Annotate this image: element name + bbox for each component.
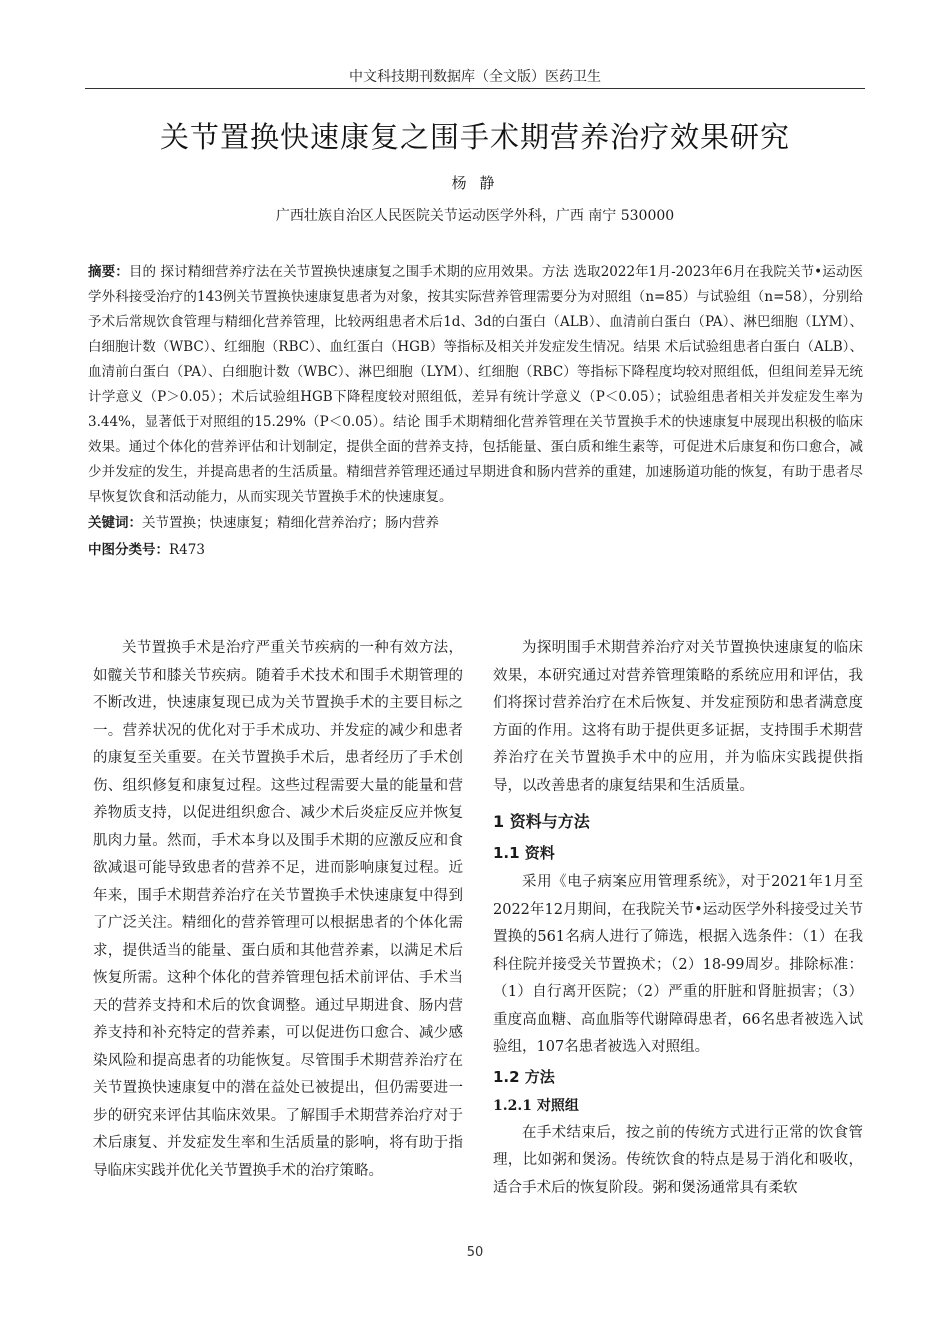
header-divider <box>85 88 865 89</box>
author-affiliation: 广西壮族自治区人民医院关节运动医学外科，广西 南宁 530000 <box>275 208 675 224</box>
intro-paragraph: 关节置换手术是治疗严重关节疾病的一种有效方法，如髋关节和膝关节疾病。随着手术技术和围手术期管理的不断改进，快速康复现已成为关节置换手术的主要目标之一。营养状况的优化对于手术成功、并发症的减少和患者的康复至关重要。在关节置换手术后，患者经历了手术创伤、组织修复和康复过程。这些过程需要大量的能量和营养物质支持，以促进组织愈合、减少术后炎症反应并恢复肌肉力量。然而，手术本身以及围手术期的应激反应和食欲减退可能导致患者的营养不足，进而影响康复过程。近年来，围手术期营养治疗在关节置换手术快速康复中得到了广泛关注。精细化的营养管理可以根据患者的个体化需求，提供适当的能量、蛋白质和其他营养素，以满足术后恢复所需。这种个体化的营养管理包括术前评估、手术当天的营养支持和术后的饮食调整。通过早期进食、肠内营养支持和补充特定的营养素，可以促进伤口愈合、减少感染风险和提高患者的功能恢复。尽管围手术期营养治疗在关节置换快速康复中的潜在益处已被提出，但仍需要进一步的研究来评估其临床效果。了解围手术期营养治疗对于术后康复、并发症发生率和生活质量的影响，将有助于指导临床实践并优化关节置换手术的治疗策略。 <box>93 640 463 1179</box>
study-aim-paragraph: 为探明围手术期营养治疗对关节置换快速康复的临床效果，本研究通过对营养管理策略的系统应用和评估，我们将探讨营养治疗在术后恢复、并发症预防和患者满意度方面的作用。这将有助于提供更多证据，支持围手术期营养治疗在关节置换手术中的应用，并为临床实践提供指导，以改善患者的康复结果和生活质量。 <box>493 640 863 794</box>
keywords-text: 关节置换；快速康复；精细化营养治疗；肠内营养 <box>142 515 439 531</box>
section-heading-control-group: 1.2.1 对照组 <box>493 1097 579 1114</box>
journal-header: 中文科技期刊数据库（全文版）医药卫生 <box>349 69 601 85</box>
classification-label: 中图分类号： <box>88 542 169 558</box>
abstract-text: 目的 探讨精细营养疗法在关节置换快速康复之围手术期的应用效果。方法 选取2022年1月-2023年6月在我院关节•运动医学外科接受治疗的143例关节置换快速康复患者为对象，按其实际营养管理需要分为对照组（n=85）与试验组（n=58），分别给予术后常规饮食管理与精细化营养管理，比较两组患者术后1d、3d的白蛋白（ALB）、血清前白蛋白（PA）、淋巴细胞（LYM）、白细胞计数（WBC）、红细胞（RBC）、血红蛋白（HGB）等指标及相关并发症发生情况。结果 术后试验组患者白蛋白（ALB）、血清前白蛋白（PA）、白细胞计数（WBC）、淋巴细胞（LYM）、红细胞（RBC）等指标下降程度均较对照组低，但组间差异无统计学意义（P＞0.05）；术后试验组HGB下降程度较对照组低，差异有统计学意义（P＜0.05）；试验组患者相关并发症发生率为3.44%，显著低于对照组的15.29%（P＜0.05）。结论 围手术期精细化营养管理在关节置换手术的快速康复中展现出积极的临床效果。通过个体化的营养评估和计划制定，提供全面的营养支持，包括能量、蛋白质和维生素等，可促进术后康复和伤口愈合，减少并发症的发生，并提高患者的生活质量。精细营养管理还通过早期进食和肠内营养的重建，加速肠道功能的恢复，有助于患者尽早恢复饮食和活动能力，从而实现关节置换手术的快速康复。 <box>88 264 864 505</box>
abstract <box>88 260 863 510</box>
classification-code: R473 <box>169 542 205 558</box>
section-heading-materials-methods: 1 资料与方法 <box>493 812 590 831</box>
body-right-column <box>493 635 863 1202</box>
abstract-label: 摘要： <box>88 264 129 280</box>
abstract-section <box>88 260 863 564</box>
keywords-label: 关键词： <box>88 515 142 531</box>
control-group-paragraph: 在手术结束后，按之前的传统方式进行正常的饮食管理，比如粥和煲汤。传统饮食的特点是易于消化和吸收，适合手术后的恢复阶段。粥和煲汤通常具有柔软 <box>493 1124 863 1196</box>
article-title: 关节置换快速康复之围手术期营养治疗效果研究 <box>159 120 790 154</box>
classification <box>88 537 863 564</box>
author-name: 杨 静 <box>451 174 499 192</box>
materials-paragraph: 采用《电子病案应用管理系统》，对于2021年1月至2022年12月期间，在我院关节•运动医学外科接受过关节置换的561名病人进行了筛选，根据入选条件：（1）在我科住院并接受关节置换术；（2）18-99周岁。排除标准：（1）自行离开医院；（2）严重的肝脏和肾脏损害；（3）重度高血糖、高血脂等代谢障碍患者，66名患者被选入试验组，107名患者被选入对照组。 <box>493 874 863 1055</box>
section-heading-materials: 1.1 资料 <box>493 844 555 862</box>
section-heading-methods: 1.2 方法 <box>493 1067 555 1086</box>
keywords <box>88 510 863 537</box>
page-number: 50 <box>466 1245 484 1260</box>
body-left-column <box>93 635 463 1185</box>
